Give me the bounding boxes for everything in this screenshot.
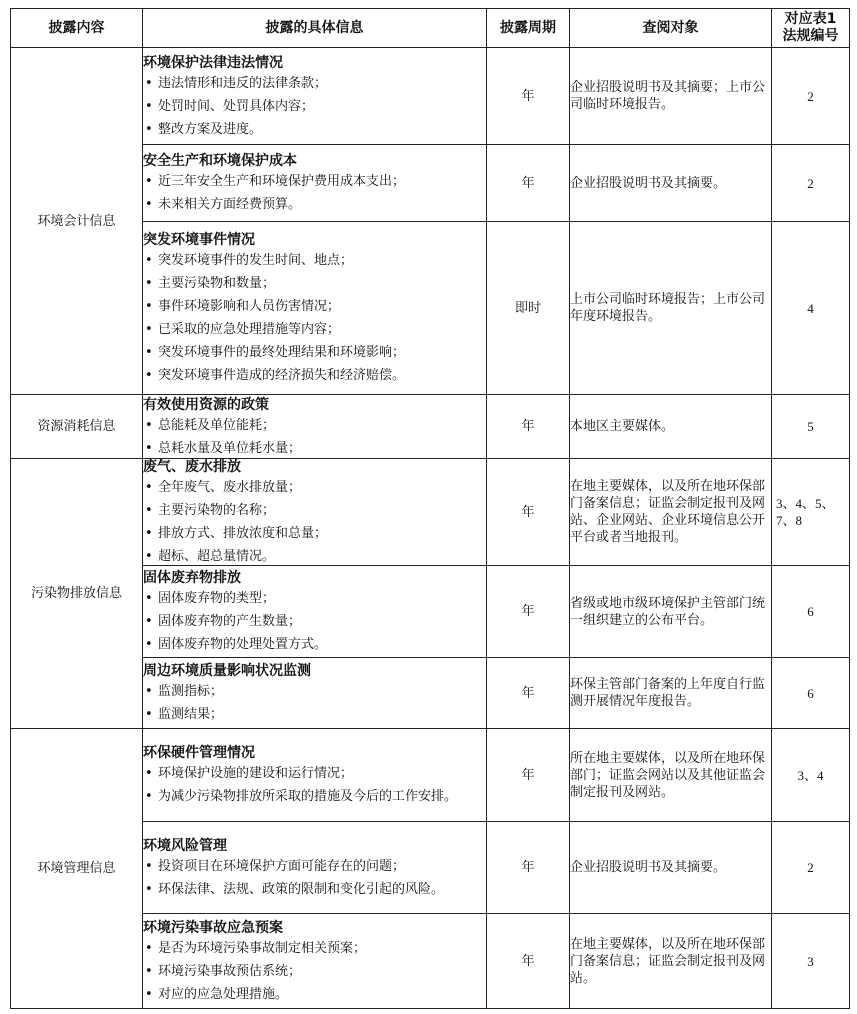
bullet-icon: •	[145, 503, 153, 518]
bullet-icon: •	[145, 707, 153, 722]
item-text: 处罚时间、处罚具体内容；	[158, 98, 315, 114]
item-list	[143, 479, 486, 565]
object-cell	[570, 658, 772, 729]
info-cell	[143, 566, 487, 658]
period-value: 年	[521, 767, 535, 783]
object-cell	[570, 914, 772, 1009]
period-cell	[487, 145, 570, 222]
list-item	[143, 502, 486, 519]
info-cell	[143, 459, 487, 566]
list-item	[143, 636, 486, 653]
item-list	[143, 683, 486, 723]
period-cell	[487, 222, 570, 395]
law-cell	[772, 48, 850, 145]
law-cell	[772, 914, 850, 1009]
object-cell	[570, 48, 772, 145]
item-list	[143, 765, 486, 805]
list-item	[143, 858, 486, 875]
period-cell	[487, 395, 570, 459]
header-cell	[772, 9, 850, 48]
bullet-icon: •	[145, 174, 153, 189]
bullet-icon: •	[145, 368, 153, 383]
item-text: 未来相关方面经费预算。	[158, 197, 302, 212]
period-value: 年	[521, 953, 535, 969]
period-cell	[487, 729, 570, 822]
object-cell	[570, 459, 772, 566]
period-value: 年	[521, 685, 535, 701]
item-text: 整改方案及进度。	[158, 121, 263, 137]
law-number: 2	[807, 88, 814, 104]
law-cell	[772, 395, 850, 459]
info-cell	[143, 222, 487, 395]
category-cell	[11, 729, 143, 1009]
list-item	[143, 252, 486, 269]
object-text: 环保主管部门备案的上年度自行监测开展情况年度报告。	[570, 677, 766, 709]
item-text: 全年废气、废水排放量；	[158, 480, 302, 495]
law-number: 3、4	[797, 767, 824, 783]
header-label: 披露周期	[500, 19, 556, 36]
law-number: 3、4、5、7、8	[776, 496, 835, 528]
bullet-icon: •	[145, 614, 153, 629]
list-item	[143, 986, 486, 1003]
list-item	[143, 367, 486, 384]
bullet-icon: •	[145, 480, 153, 495]
header-cell	[11, 9, 143, 48]
item-text: 为减少污染物排放所采取的措施及今后的工作安排。	[158, 789, 458, 804]
object-text: 在地主要媒体，以及所在地环保部门备案信息；证监会制定报刊及网站。	[570, 936, 766, 986]
list-item	[143, 440, 486, 457]
bullet-icon: •	[145, 121, 153, 137]
bullet-icon: •	[145, 197, 153, 212]
item-list	[143, 75, 486, 138]
object-text: 企业招股说明书及其摘要；上市公司临时环境报告。	[570, 80, 766, 112]
item-list	[143, 417, 486, 457]
item-text: 排放方式、排放浓度和总量；	[158, 526, 328, 541]
header-row	[11, 9, 850, 48]
info-cell	[143, 914, 487, 1009]
law-number: 6	[807, 604, 814, 619]
item-text: 主要污染物和数量；	[158, 276, 276, 291]
item-text: 环境保护设施的建设和运行情况；	[158, 766, 354, 781]
bullet-icon: •	[145, 940, 153, 956]
law-number: 2	[807, 175, 814, 191]
list-item	[143, 173, 486, 190]
item-list	[143, 173, 486, 213]
object-text: 省级或地市级环境保护主管部门统一组织建立的公布平台。	[570, 595, 766, 628]
list-item	[143, 479, 486, 496]
item-text: 超标、超总量情况。	[158, 549, 276, 564]
header-label: 对应表1法规编号	[782, 11, 839, 44]
law-number: 4	[807, 300, 814, 316]
item-text: 突发环境事件的发生时间、地点；	[158, 253, 354, 268]
list-item	[143, 963, 486, 980]
object-text: 企业招股说明书及其摘要。	[570, 860, 727, 875]
section-title: 突发环境事件情况	[143, 232, 255, 248]
item-text: 事件环境影响和人员伤害情况；	[158, 299, 341, 314]
section-title: 有效使用资源的政策	[143, 396, 269, 413]
item-text: 总耗水量及单位耗水量；	[158, 440, 302, 456]
law-cell	[772, 658, 850, 729]
object-cell	[570, 566, 772, 658]
table-row	[11, 48, 850, 145]
period-value: 年	[521, 175, 535, 191]
object-cell	[570, 145, 772, 222]
period-cell	[487, 914, 570, 1009]
section-title: 安全生产和环境保护成本	[143, 153, 297, 169]
list-item	[143, 417, 486, 434]
item-text: 投资项目在环境保护方面可能存在的问题；	[158, 858, 406, 874]
bullet-icon: •	[145, 789, 153, 804]
list-item	[143, 788, 486, 805]
header-cell	[143, 9, 487, 48]
header-cell	[487, 9, 570, 48]
item-text: 固体废弃物的产生数量；	[158, 614, 302, 629]
list-item	[143, 121, 486, 138]
table-body	[11, 48, 850, 1009]
law-cell	[772, 822, 850, 914]
item-list	[143, 252, 486, 384]
header-label: 披露的具体信息	[265, 19, 364, 36]
item-list	[143, 940, 486, 1003]
item-text: 近三年安全生产和环境保护费用成本支出；	[158, 174, 406, 189]
bullet-icon: •	[145, 345, 153, 360]
bullet-icon: •	[145, 75, 153, 91]
list-item	[143, 75, 486, 92]
table-row	[11, 395, 850, 459]
list-item	[143, 321, 486, 338]
info-cell	[143, 822, 487, 914]
item-text: 突发环境事件造成的经济损失和经济赔偿。	[158, 368, 406, 383]
info-cell	[143, 729, 487, 822]
info-cell	[143, 658, 487, 729]
header-label: 披露内容	[48, 19, 105, 36]
item-text: 监测指标；	[158, 684, 224, 699]
header-cell	[570, 9, 772, 48]
law-number: 5	[807, 419, 814, 434]
bullet-icon: •	[145, 963, 153, 979]
bullet-icon: •	[145, 98, 153, 114]
object-text: 所在地主要媒体，以及所在地环保部门；证监会网站以及其他证监会制定报刊及网站。	[570, 750, 766, 800]
item-text: 是否为环境污染事故制定相关预案；	[158, 940, 367, 956]
disclosure-table	[10, 8, 850, 1009]
object-text: 本地区主要媒体。	[570, 419, 675, 434]
law-number: 3	[807, 953, 814, 969]
section-title: 周边环境质量影响状况监测	[143, 663, 311, 679]
period-value: 年	[521, 419, 535, 434]
section-title: 环保硬件管理情况	[143, 745, 255, 761]
section-title: 固体废弃物排放	[143, 570, 241, 586]
list-item	[143, 765, 486, 782]
list-item	[143, 548, 486, 565]
bullet-icon: •	[145, 417, 153, 433]
info-cell	[143, 145, 487, 222]
period-value: 年	[521, 504, 535, 520]
list-item	[143, 613, 486, 630]
category-name: 环境管理信息	[37, 861, 116, 876]
item-text: 对应的应急处理措施。	[158, 986, 289, 1002]
list-item	[143, 706, 486, 723]
bullet-icon: •	[145, 299, 153, 314]
bullet-icon: •	[145, 858, 153, 874]
period-value: 即时	[514, 300, 541, 316]
object-cell	[570, 395, 772, 459]
period-value: 年	[521, 88, 535, 104]
bullet-icon: •	[145, 549, 153, 564]
list-item	[143, 275, 486, 292]
category-cell	[11, 395, 143, 459]
law-cell	[772, 566, 850, 658]
table-row	[11, 729, 850, 822]
law-cell	[772, 222, 850, 395]
object-text: 在地主要媒体，以及所在地环保部门备案信息；证监会制定报刊及网站、企业网站、企业环境信息公开平台或者当地报刊。	[570, 479, 766, 545]
period-cell	[487, 658, 570, 729]
category-name: 污染物排放信息	[30, 586, 122, 601]
category-cell	[11, 48, 143, 395]
bullet-icon: •	[145, 591, 153, 606]
header-label: 查阅对象	[642, 19, 699, 36]
category-cell	[11, 459, 143, 729]
item-text: 环境污染事故预估系统；	[158, 963, 302, 979]
period-cell	[487, 48, 570, 145]
period-cell	[487, 459, 570, 566]
item-list	[143, 858, 486, 898]
law-cell	[772, 459, 850, 566]
item-text: 环保法律、法规、政策的限制和变化引起的风险。	[158, 881, 445, 897]
bullet-icon: •	[145, 526, 153, 541]
table-row	[11, 459, 850, 566]
item-text: 突发环境事件的最终处理结果和环境影响；	[158, 345, 406, 360]
law-cell	[772, 145, 850, 222]
bullet-icon: •	[145, 637, 153, 652]
bullet-icon: •	[145, 986, 153, 1002]
category-name: 资源消耗信息	[37, 419, 116, 434]
section-title: 环境保护法律违法情况	[143, 54, 283, 71]
section-title: 废气、废水排放	[143, 459, 241, 475]
bullet-icon: •	[145, 276, 153, 291]
item-text: 监测结果；	[158, 707, 224, 722]
bullet-icon: •	[145, 766, 153, 781]
list-item	[143, 590, 486, 607]
bullet-icon: •	[145, 322, 153, 337]
item-text: 主要污染物的名称；	[158, 503, 276, 518]
section-title: 环境风险管理	[143, 837, 227, 854]
info-cell	[143, 395, 487, 459]
item-text: 固体废弃物的类型；	[158, 591, 276, 606]
bullet-icon: •	[145, 440, 153, 456]
item-text: 总能耗及单位能耗；	[158, 417, 276, 433]
law-number: 2	[807, 860, 814, 875]
period-value: 年	[521, 604, 535, 619]
object-cell	[570, 222, 772, 395]
bullet-icon: •	[145, 253, 153, 268]
item-text: 违法情形和违反的法律条款；	[158, 75, 328, 91]
object-cell	[570, 822, 772, 914]
list-item	[143, 525, 486, 542]
item-text: 固体废弃物的处理处置方式。	[158, 637, 328, 652]
list-item	[143, 940, 486, 957]
object-cell	[570, 729, 772, 822]
period-value: 年	[521, 860, 535, 875]
bullet-icon: •	[145, 684, 153, 699]
category-name: 环境会计信息	[37, 213, 116, 229]
section-title: 环境污染事故应急预案	[143, 919, 283, 936]
list-item	[143, 683, 486, 700]
list-item	[143, 881, 486, 898]
item-text: 已采取的应急处理措施等内容；	[158, 322, 341, 337]
period-cell	[487, 822, 570, 914]
list-item	[143, 344, 486, 361]
period-cell	[487, 566, 570, 658]
list-item	[143, 196, 486, 213]
object-text: 企业招股说明书及其摘要。	[570, 175, 727, 191]
item-list	[143, 590, 486, 653]
law-cell	[772, 729, 850, 822]
bullet-icon: •	[145, 881, 153, 897]
list-item	[143, 98, 486, 115]
info-cell	[143, 48, 487, 145]
object-text: 上市公司临时环境报告；上市公司年度环境报告。	[570, 292, 766, 324]
list-item	[143, 298, 486, 315]
law-number: 6	[807, 685, 814, 701]
